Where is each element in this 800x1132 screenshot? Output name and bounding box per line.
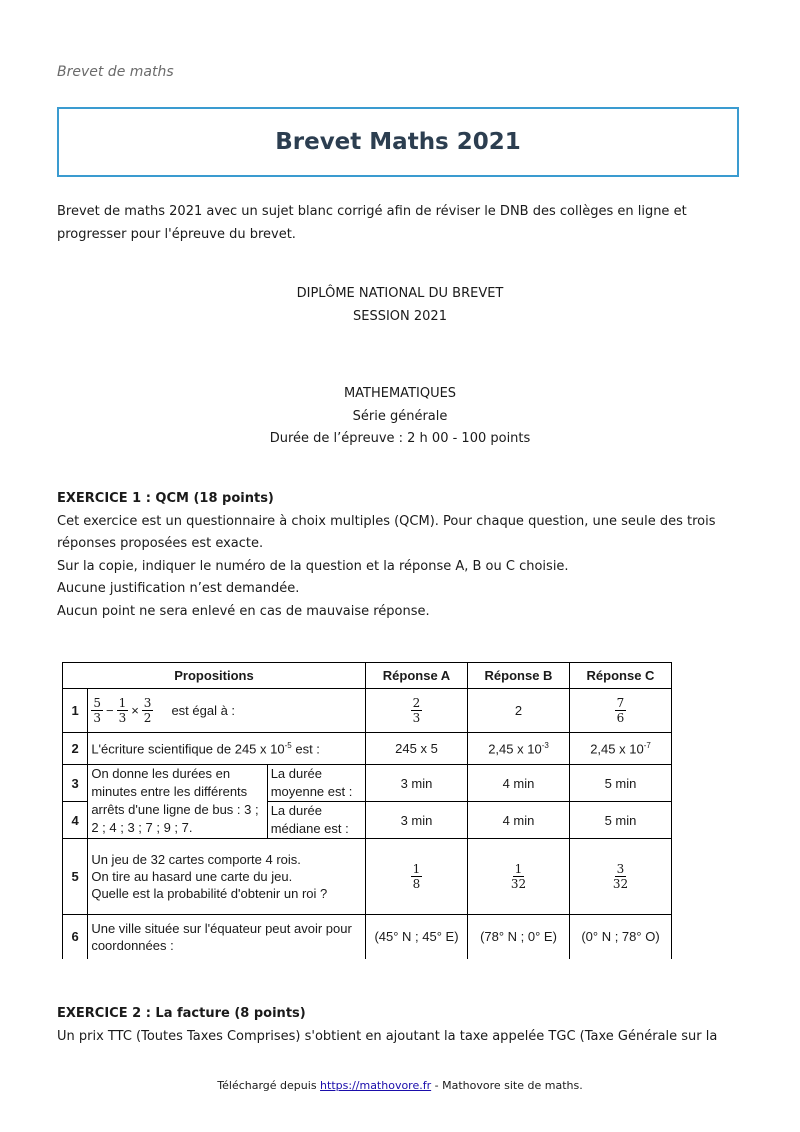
table-row: [63, 839, 672, 915]
answer-c: $\frac{3}{32}$: [570, 839, 672, 915]
exercise-2-title: EXERCICE 2 : La facture (8 points): [57, 1006, 306, 1021]
exercise-1-line: Aucune justification n’est demandée.: [57, 581, 300, 596]
answer-a: (45° N ; 45° E): [366, 915, 468, 959]
page-title: Brevet Maths 2021: [275, 129, 521, 155]
answer-c: 5 min: [570, 802, 672, 839]
exam-session: SESSION 2021: [353, 308, 447, 324]
answer-b: 2: [468, 689, 570, 733]
exercise-1-line: Aucun point ne sera enlevé en cas de mauvaise réponse.: [57, 603, 430, 619]
question-number: 1: [63, 689, 88, 733]
exercise-1-title: EXERCICE 1 : QCM (18 points): [57, 491, 274, 506]
qcm-table: [62, 662, 672, 959]
exam-subject-block: [0, 383, 800, 451]
exam-duration: Durée de l’épreuve : 2 h 00 - 100 points: [269, 431, 531, 446]
fraction: $\frac{1}{3}$: [118, 696, 127, 725]
title-box: [57, 107, 739, 177]
footer-link[interactable]: https://mathovore.fr: [320, 1079, 432, 1092]
qcm-header-row: [63, 663, 672, 689]
exercise-2: [57, 1003, 757, 1048]
answer-a: 3 min: [366, 765, 468, 802]
answer-b: 4 min: [468, 802, 570, 839]
question-text: Une ville située sur l'équateur peut avoir pour coordonnées :: [88, 915, 366, 959]
col-header-b: Réponse B: [468, 663, 570, 689]
question-number: 4: [63, 802, 88, 839]
question-subtext: La durée moyenne est :: [267, 765, 365, 802]
exercise-2-line: Un prix TTC (Toutes Taxes Comprises) s'obtient en ajoutant la taxe appelée TGC (Taxe Générale sur la: [57, 1028, 718, 1044]
fraction: $\frac{5}{3}$: [93, 696, 101, 725]
col-header-c: Réponse C: [570, 663, 672, 689]
footer-prefix: Téléchargé depuis: [217, 1079, 321, 1092]
exercise-1-line: Cet exercice est un questionnaire à choix multiples (QCM). Pour chaque question, une seule des trois réponses proposées est exacte.: [57, 513, 716, 551]
footer: [0, 1079, 800, 1092]
table-row: [63, 915, 672, 959]
exercise-1-line: Sur la copie, indiquer le numéro de la question et la réponse A, B ou C choisie.: [57, 558, 569, 574]
exam-subject: MATHEMATIQUES: [343, 386, 457, 401]
answer-b: $\frac{1}{32}$: [468, 839, 570, 915]
col-header-propositions: Propositions: [63, 663, 366, 689]
table-row: [63, 733, 672, 765]
question-text: Un jeu de 32 cartes comporte 4 rois. On tire au hasard une carte du jeu. Quelle est la probabilité d'obtenir un roi ?: [88, 839, 366, 915]
question-number: 3: [63, 765, 88, 802]
exam-header: [0, 283, 800, 328]
answer-b: 4 min: [468, 765, 570, 802]
answer-a: $\frac{2}{3}$: [366, 689, 468, 733]
exam-serie: Série générale: [352, 408, 448, 424]
exercise-1: [57, 488, 757, 623]
question-text: L'écriture scientifique de 245 x $10^{-5}$ est :: [88, 733, 366, 765]
answer-a: $\frac{1}{8}$: [366, 839, 468, 915]
exam-diploma: DIPLÔME NATIONAL DU BREVET: [296, 286, 504, 301]
question-text: $\frac{5}{3}$ − $\frac{1}{3}$ × $\frac{3}{2}$ est égal à :: [88, 689, 366, 733]
question-subtext: La durée médiane est :: [267, 802, 365, 839]
answer-c: (0° N ; 78° O): [570, 915, 672, 959]
answer-a: 245 x 5: [366, 733, 468, 765]
question-shared-text: On donne les durées en minutes entre les différents arrêts d'une ligne de bus : 3 ; 2 ; 4 ; 3 ; 7 ; 9 ; 7.: [88, 765, 267, 839]
footer-suffix: - Mathovore site de maths.: [431, 1079, 583, 1092]
answer-c: 2,45 x $10^{-7}$: [570, 733, 672, 765]
table-row: [63, 689, 672, 733]
answer-c: 5 min: [570, 765, 672, 802]
question-number: 2: [63, 733, 88, 765]
answer-b: (78° N ; 0° E): [468, 915, 570, 959]
question-number: 6: [63, 915, 88, 959]
header-label: Brevet de maths: [57, 64, 174, 80]
fraction: $\frac{3}{2}$: [143, 696, 152, 725]
col-header-a: Réponse A: [366, 663, 468, 689]
question-number: 5: [63, 839, 88, 915]
answer-b: 2,45 x $10^{-3}$: [468, 733, 570, 765]
answer-c: $\frac{7}{6}$: [570, 689, 672, 733]
answer-a: 3 min: [366, 802, 468, 839]
table-row: [63, 765, 672, 802]
intro-paragraph: Brevet de maths 2021 avec un sujet blanc corrigé afin de réviser le DNB des collèges en ligne et progresser pour l'épreuve du brevet.: [57, 204, 687, 242]
